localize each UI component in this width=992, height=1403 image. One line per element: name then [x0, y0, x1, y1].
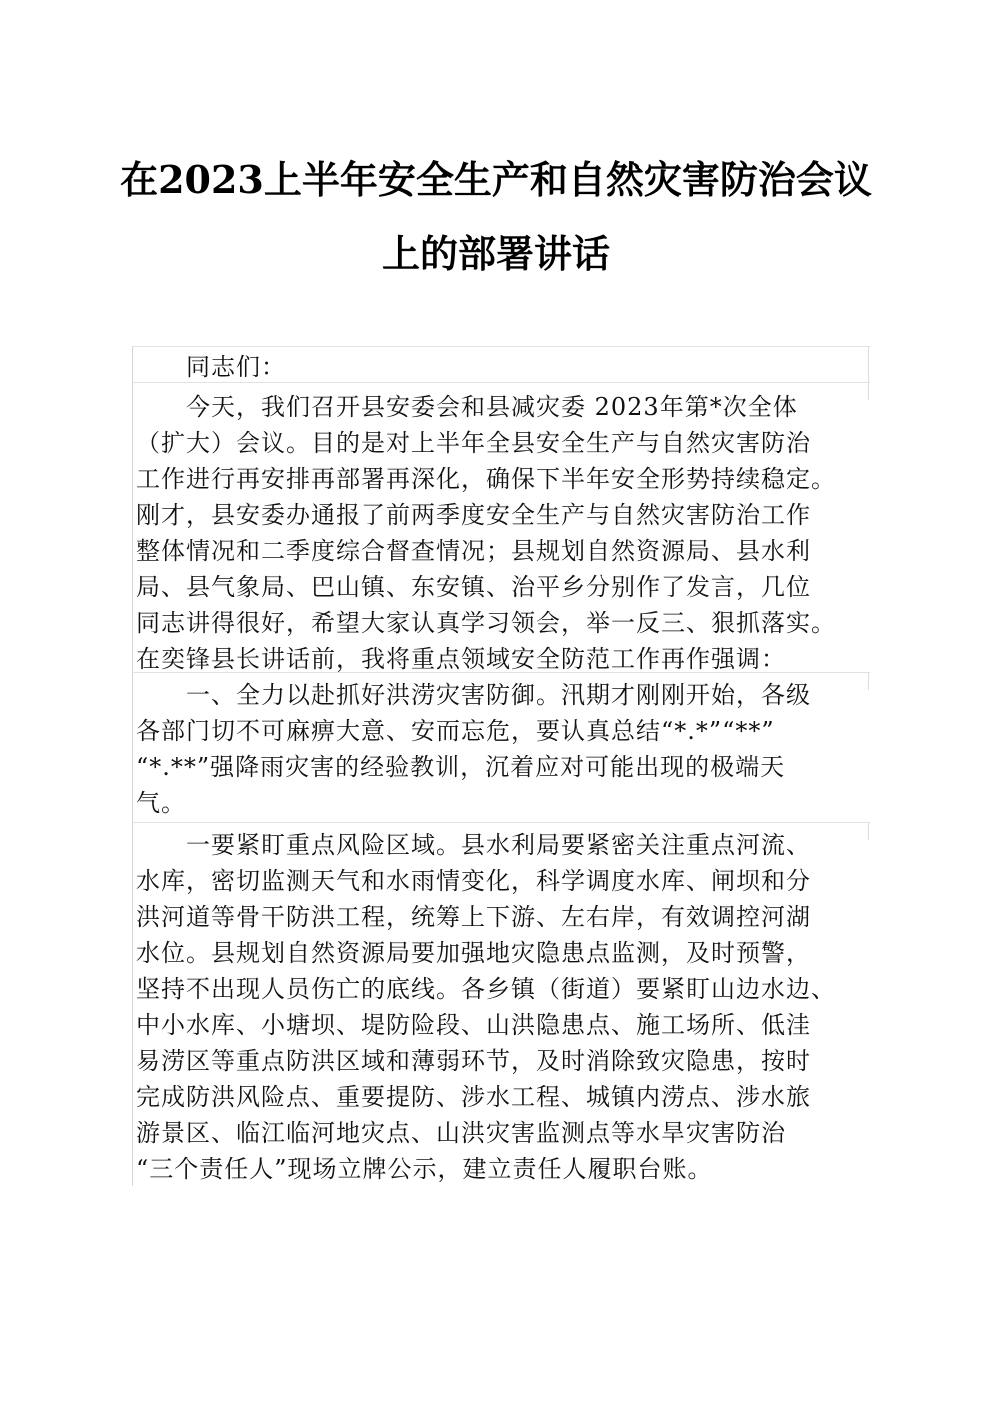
right-edge-mark: [868, 382, 869, 400]
paragraph-1-line: 刚才，县安委办通报了前两季度安全生产与自然灾害防治工作: [136, 501, 811, 529]
paragraph-3-line: 水位。县规划自然资源局要加强地灾隐患点监测，及时预警，: [136, 939, 811, 967]
section-rule: [132, 822, 870, 823]
paragraph-3-line: 一要紧盯重点风险区域。县水利局要紧密关注重点河流、: [186, 831, 811, 859]
document-title-line-1: 在2023上半年安全生产和自然灾害防治会议: [120, 157, 872, 202]
paragraph-3-line: “三个责任人”现场立牌公示，建立责任人履职台账。: [136, 1155, 713, 1183]
paragraph-2-line: 一、全力以赴抓好洪涝灾害防御。汛期才刚刚开始，各级: [186, 681, 811, 709]
paragraph-2-line: 气。: [136, 789, 186, 817]
paragraph-1-line: 同志讲得很好，希望大家认真学习领会，举一反三、狠抓落实。: [136, 609, 836, 637]
paragraph-1-line: 局、县气象局、巴山镇、东安镇、治平乡分别作了发言，几位: [136, 573, 811, 601]
paragraph-3-line: 游景区、临江临河地灾点、山洪灾害监测点等水旱灾害防治: [136, 1119, 786, 1147]
paragraph-1-line: 整体情况和二季度综合督查情况；县规划自然资源局、县水利: [136, 537, 811, 565]
right-edge-mark: [868, 346, 869, 382]
paragraph-1-line: （扩大）会议。目的是对上半年全县安全生产与自然灾害防治: [136, 429, 811, 457]
paragraph-3-line: 中小水库、小塘坝、堤防险段、山洪隐患点、施工场所、低洼: [136, 1011, 811, 1039]
section-rule: [132, 382, 870, 383]
paragraph-3-line: 易涝区等重点防洪区域和薄弱环节，及时消除致灾隐患，按时: [136, 1047, 811, 1075]
left-border-rule: [132, 346, 133, 1186]
paragraph-3-line: 坚持不出现人员伤亡的底线。各乡镇（街道）要紧盯山边水边、: [136, 975, 836, 1003]
paragraph-1-line: 工作进行再安排再部署再深化，确保下半年安全形势持续稳定。: [136, 465, 836, 493]
right-edge-mark: [868, 822, 869, 840]
paragraph-1-line: 在奕锋县长讲话前，我将重点领域安全防范工作再作强调：: [136, 645, 786, 673]
right-edge-mark: [868, 672, 869, 690]
paragraph-2-line: “*.**”强降雨灾害的经验教训，沉着应对可能出现的极端天: [136, 753, 786, 781]
paragraph-1-line: 今天，我们召开县安委会和县减灾委 2023年第*次全体: [186, 393, 798, 421]
paragraph-3-line: 洪河道等骨干防洪工程，统筹上下游、左右岸，有效调控河湖: [136, 903, 811, 931]
salutation: 同志们：: [186, 353, 286, 381]
paragraph-3-line: 水库，密切监测天气和水雨情变化，科学调度水库、闸坝和分: [136, 867, 811, 895]
document-title-line-2: 上的部署讲话: [381, 231, 610, 276]
paragraph-3-line: 完成防洪风险点、重要提防、涉水工程、城镇内涝点、涉水旅: [136, 1083, 811, 1111]
paragraph-2-line: 各部门切不可麻痹大意、安而忘危，要认真总结“*.*”“**”: [136, 717, 775, 745]
top-border-rule: [132, 346, 870, 347]
